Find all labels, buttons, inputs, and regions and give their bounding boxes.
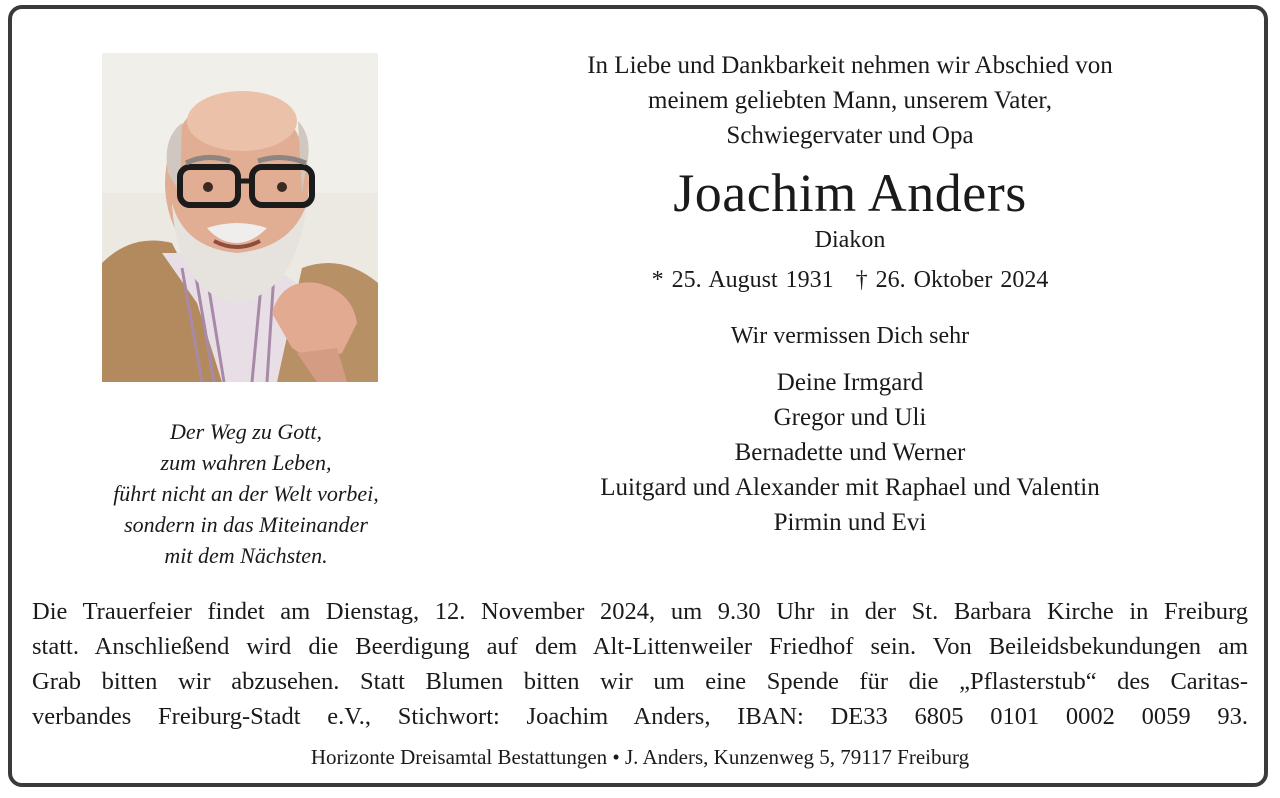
life-dates <box>440 265 1260 295</box>
service-line: Die Trauerfeier findet am Dienstag, 12. November 2024, um 9.30 Uhr in der St. Barbara Kirche in Freiburg <box>32 598 1248 625</box>
family-member: Deine Irmgard <box>776 369 924 396</box>
service-line: verbandes Freiburg-Stadt e.V., Stichwort: Joachim Anders, IBAN: DE33 6805 0101 0002 0059 93. <box>32 703 1248 730</box>
quote-line: mit dem Nächsten. <box>164 543 328 568</box>
service-details <box>32 594 1248 734</box>
quote-line: sondern in das Miteinander <box>124 512 368 537</box>
service-line: Grab bitten wir abzusehen. Statt Blumen bitten wir um eine Spende für die „Pflasterstub“ des Caritas- <box>32 668 1248 695</box>
birth-date: * 25. August 1931 <box>651 267 834 293</box>
deceased-name: Joachim Anders <box>673 163 1027 223</box>
family-list <box>440 365 1260 540</box>
quote-line: Der Weg zu Gott, <box>170 419 322 444</box>
quote-line: führt nicht an der Welt vorbei, <box>113 481 379 506</box>
announcement <box>440 48 1260 540</box>
intro-text <box>440 48 1260 153</box>
family-member: Bernadette und Werner <box>734 439 966 466</box>
family-member: Pirmin und Evi <box>773 509 927 536</box>
deceased-title: Diakon <box>814 227 886 253</box>
portrait-photo <box>102 53 378 382</box>
intro-line: In Liebe und Dankbarkeit nehmen wir Abschied von <box>587 52 1113 79</box>
intro-line: meinem geliebten Mann, unserem Vater, <box>648 87 1052 114</box>
portrait-illustration <box>102 53 378 382</box>
family-member: Gregor und Uli <box>773 404 927 431</box>
death-date: † 26. Oktober 2024 <box>855 267 1049 293</box>
service-line: statt. Anschließend wird die Beerdigung auf dem Alt-Littenweiler Friedhof sein. Von Beileidsbekundungen am <box>32 633 1248 660</box>
funeral-home-footer: Horizonte Dreisamtal Bestattungen • J. Anders, Kunzenweg 5, 79117 Freiburg <box>310 745 970 769</box>
miss-text: Wir vermissen Dich sehr <box>730 323 970 349</box>
family-member: Luitgard und Alexander mit Raphael und Valentin <box>600 474 1100 501</box>
quote <box>60 416 432 571</box>
quote-line: zum wahren Leben, <box>160 450 332 475</box>
intro-line: Schwiegervater und Opa <box>726 122 974 149</box>
